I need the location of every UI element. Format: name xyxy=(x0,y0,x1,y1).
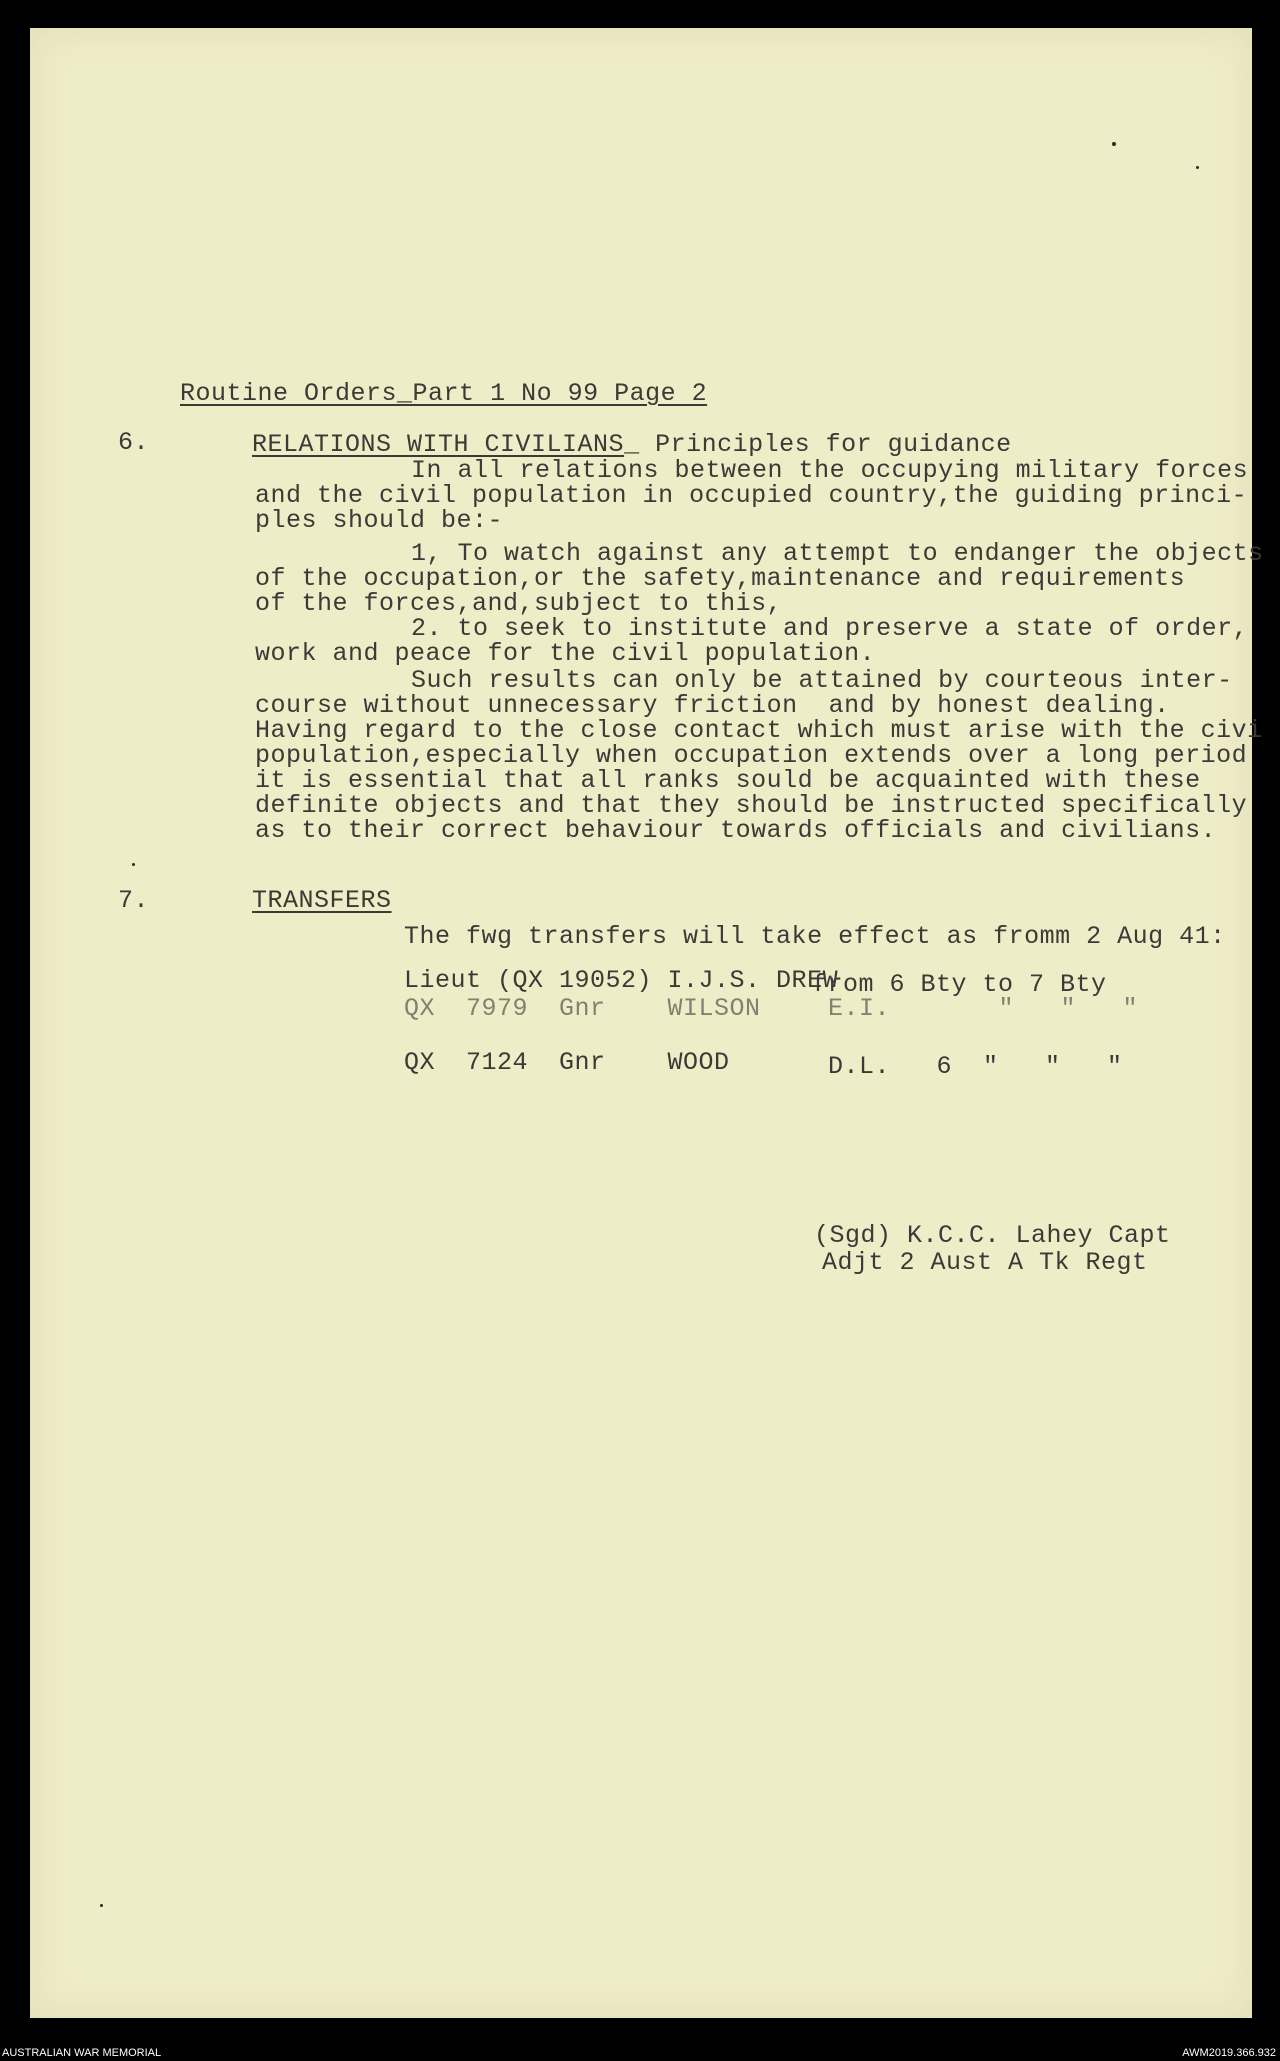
section-6-line: as to their correct behaviour towards officials and civilians. xyxy=(255,816,1217,845)
section-6-subtitle: _ Principles for guidance xyxy=(624,430,1012,459)
transfer-entry: QX 7979 Gnr WILSON xyxy=(404,994,761,1023)
section-7-number: 7. xyxy=(118,886,150,915)
section-6-line: In all relations between the occupying military forces xyxy=(411,456,1249,485)
transfer-entry: Lieut (QX 19052) I.J.S. DREW xyxy=(404,966,839,995)
section-6-line: it is essential that all ranks sould be acquainted with these xyxy=(255,766,1201,795)
transfers-intro: The fwg transfers will take effect as fromm 2 Aug 41: xyxy=(404,922,1226,951)
section-6-line: and the civil population in occupied country,the guiding princi- xyxy=(255,481,1248,510)
paper-mark xyxy=(100,1904,103,1907)
section-6-title: RELATIONS WITH CIVILIANS xyxy=(252,430,625,459)
transfer-detail: from 6 Bty to 7 Bty xyxy=(812,970,1107,999)
section-6-line: 2. to seek to institute and preserve a state of order, xyxy=(411,614,1249,643)
section-6-line: course without unnecessary friction and by honest dealing. xyxy=(255,691,1170,720)
section-6-line: work and peace for the civil population. xyxy=(255,639,876,668)
paper-mark xyxy=(1196,166,1199,169)
section-6-line: ples should be:- xyxy=(255,506,504,535)
signature-title: Adjt 2 Aust A Tk Regt xyxy=(822,1248,1148,1277)
paper-mark xyxy=(132,863,135,866)
section-6-line: of the occupation,or the safety,maintenance and requirements xyxy=(255,564,1186,593)
section-6-line: definite objects and that they should be instructed specifically xyxy=(255,791,1248,820)
section-6-line: population,especially when occupation extends over a long period xyxy=(255,741,1248,770)
page-header: Routine Orders_Part 1 No 99 Page 2 xyxy=(180,379,708,408)
section-6-number: 6. xyxy=(118,428,150,457)
paper-mark xyxy=(1112,142,1116,146)
transfer-detail: E.I. " " " xyxy=(828,994,1139,1023)
section-6-line: Having regard to the close contact which must arise with the civi xyxy=(255,716,1263,745)
section-6-line: 1, To watch against any attempt to endanger the objects xyxy=(411,539,1264,568)
section-6-line: of the forces,and,subject to this, xyxy=(255,589,783,618)
section-6-line: Such results can only be attained by courteous inter- xyxy=(411,666,1233,695)
section-6-heading xyxy=(252,432,1012,457)
archive-footer-right: AWM2019.366.932 xyxy=(1182,2047,1276,2059)
section-7-heading xyxy=(252,888,392,913)
section-7-title: TRANSFERS xyxy=(252,886,392,915)
archive-footer-left: AUSTRALIAN WAR MEMORIAL xyxy=(2,2047,162,2059)
signature-name: (Sgd) K.C.C. Lahey Capt xyxy=(814,1221,1171,1250)
transfer-entry: QX 7124 Gnr WOOD xyxy=(404,1048,730,1077)
document-page xyxy=(30,28,1264,2018)
transfer-detail: D.L. 6 " " " xyxy=(828,1052,1123,1081)
